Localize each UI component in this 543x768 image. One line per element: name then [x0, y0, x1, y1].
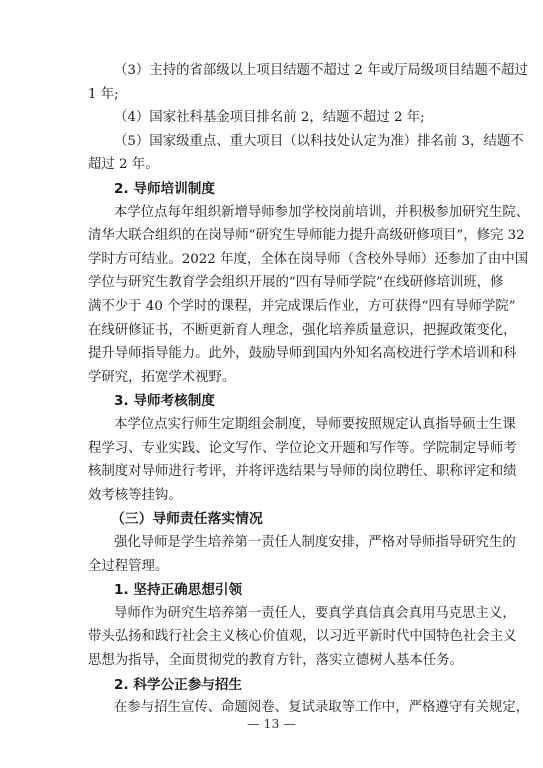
- text-line: 超过 2 年。: [88, 157, 159, 173]
- text-line: 提升导师指导能力。此外，鼓励导师到国内外知名高校进行学术培训和科: [88, 346, 517, 362]
- text-line: （4）国家社科基金项目排名前 2，结题不超过 2 年;: [114, 110, 425, 126]
- text-line: 在线研修证书，不断更新育人理念，强化培养质量意识，把握政策变化，: [88, 322, 517, 338]
- text-line: （3）主持的省部级以上项目结题不超过 2 年或厅局级项目结题不超过: [114, 63, 528, 78]
- text-line: 带头弘扬和践行社会主义核心价值观，以习近平新时代中国特色社会主义: [88, 629, 517, 645]
- text-line: （5）国家级重点、重大项目（以科技处认定为准）排名前 3，结题不: [114, 133, 524, 149]
- text-line: 在参与招生宣传、命题阅卷、复试录取等工作中，严格遵守有关规定，: [114, 700, 530, 716]
- text-line: 本学位点每年组织新增导师参加学校岗前培训，并积极参加研究生院、: [114, 204, 530, 220]
- page-number: — 13 —: [247, 716, 296, 731]
- subsection-heading: （三）导师责任落实情况: [111, 511, 263, 528]
- text-line: 满不少于 40 个学时的课程，并完成课后作业，方可获得“四有导师学院”: [88, 299, 516, 314]
- section-heading: 1. 坚持正确思想引领: [114, 582, 243, 599]
- text-line: 学时方可结业。2022 年度，全体在岗导师（含校外导师）还参加了由中国: [88, 251, 529, 267]
- text-line: 思想为指导，全面贯彻党的教育方针，落实立德树人基本任务。: [88, 653, 463, 668]
- section-heading: 2. 导师培训制度: [114, 181, 215, 197]
- text-line: 效考核等挂钩。: [88, 487, 182, 503]
- text-line: 核制度对导师进行考评，并将评选结果与导师的岗位聘任、职称评定和绩: [88, 464, 517, 480]
- text-line: 本学位点实行师生定期组会制度，导师要按照规定认真指导硕士生课: [114, 417, 516, 432]
- text-line: 强化导师是学生培养第一责任人制度安排，严格对导师指导研究生的: [114, 535, 516, 550]
- text-line: 全过程管理。: [88, 558, 169, 574]
- section-heading: 2. 科学公正参与招生: [114, 676, 243, 693]
- text-line: 导师作为研究生培养第一责任人，要真学真信真会真用马克思主义，: [114, 605, 516, 621]
- text-line: 学研究，拓宽学术视野。: [88, 369, 236, 385]
- section-heading: 3. 导师考核制度: [114, 393, 215, 410]
- text-line: 程学习、专业实践、论文写作、学位论文开题和写作等。学院制定导师考: [88, 440, 517, 456]
- text-line: 学位与研究生教育学会组织开展的“四有导师学院”在线研修培训班，修: [88, 275, 504, 291]
- text-line: 清华大联合组织的在岗导师“研究生导师能力提升高级研修项目”，修完 32: [88, 228, 525, 244]
- text-line: 1 年;: [88, 86, 119, 102]
